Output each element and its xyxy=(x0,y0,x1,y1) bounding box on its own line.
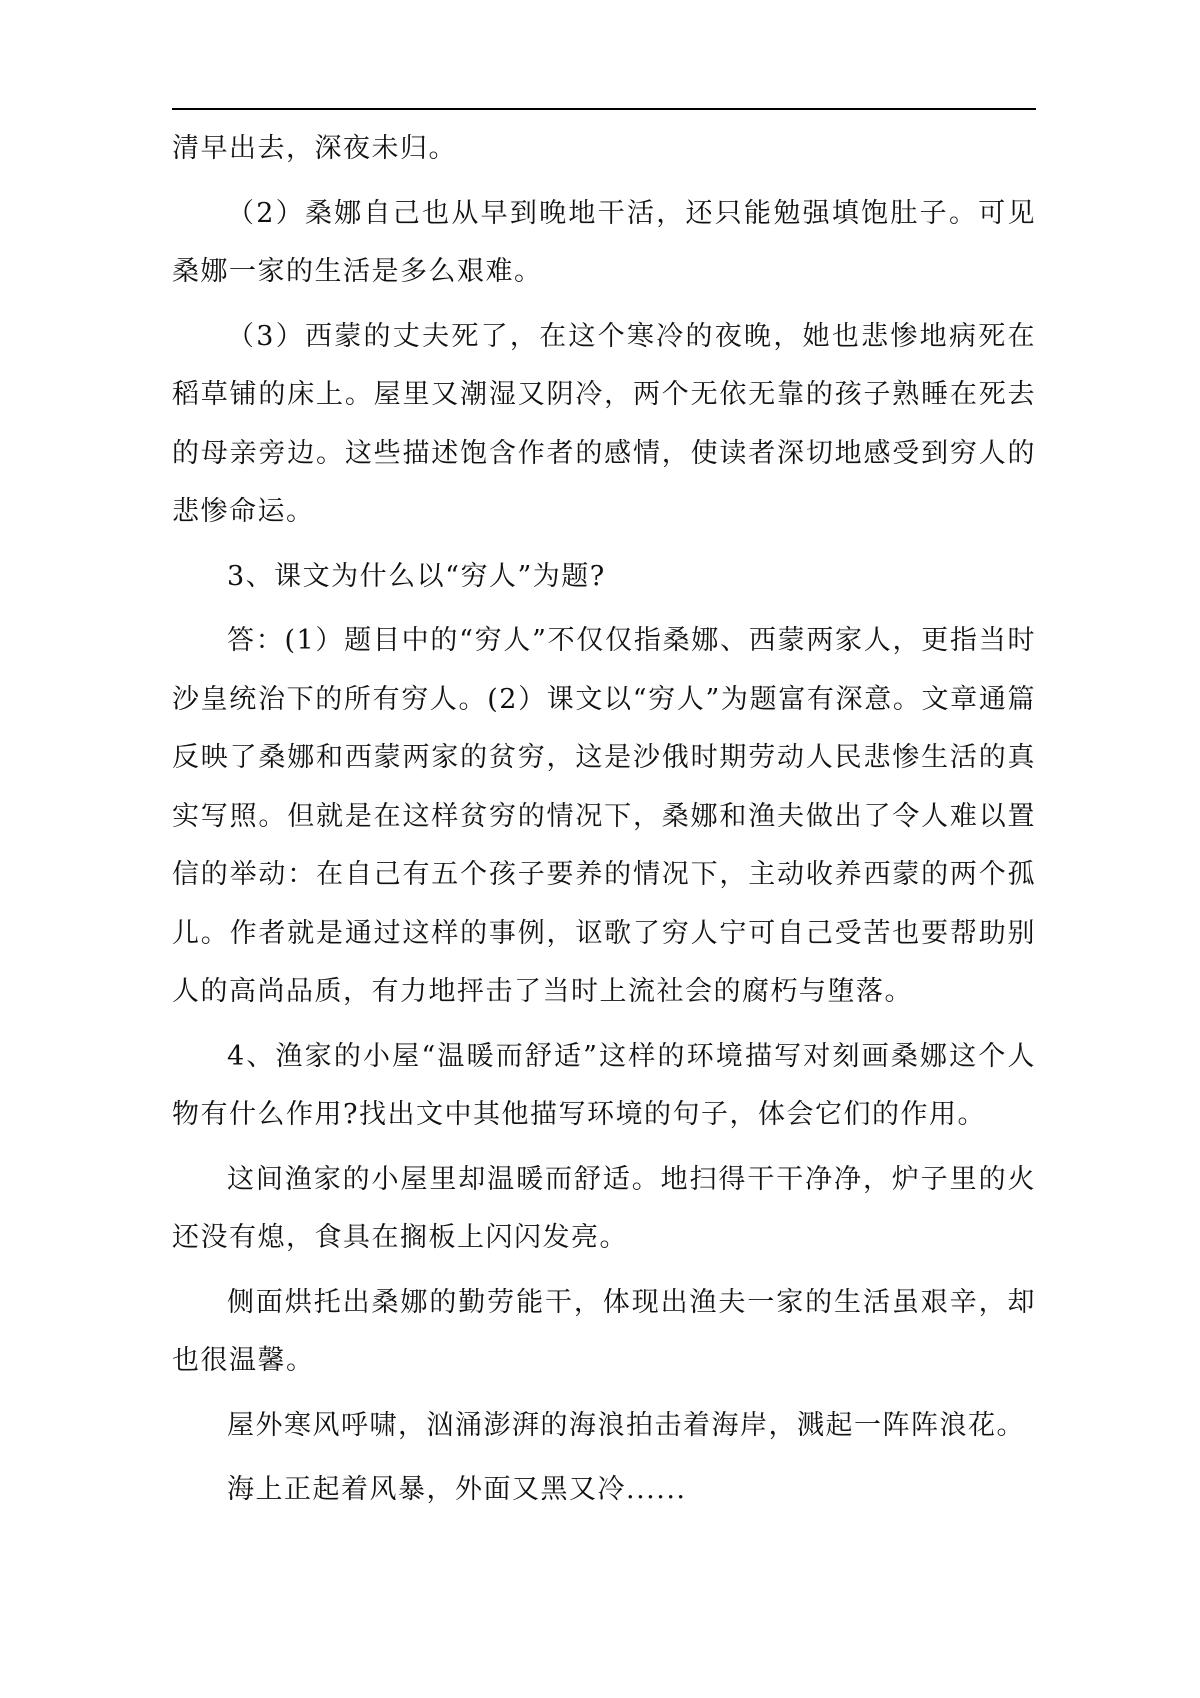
paragraph-1: （2）桑娜自己也从早到晚地干活，还只能勉强填饱肚子。可见桑娜一家的生活是多么艰难。 xyxy=(172,197,1036,287)
quote-outside: 屋外寒风呼啸，汹涌澎湃的海浪拍击着海岸，溅起一阵阵浪花。 xyxy=(227,1409,1025,1441)
quote-cabin: 这间渔家的小屋里却温暖而舒适。地扫得干干净净，炉子里的火还没有熄，食具在搁板上闪闪发亮。 xyxy=(172,1163,1036,1253)
paragraph-2: （3）西蒙的丈夫死了，在这个寒冷的夜晚，她也悲惨地病死在稻草铺的床上。屋里又潮湿又阴冷，两个无依无靠的孩子熟睡在死去的母亲旁边。这些描述饱含作者的感情，使读者深切地感受到穷人的悲惨命运。 xyxy=(172,320,1036,527)
analysis-cabin: 侧面烘托出桑娜的勤劳能干，体现出渔夫一家的生活虽艰辛，却也很温馨。 xyxy=(172,1286,1036,1376)
question-3: 3、课文为什么以“穷人”为题? xyxy=(227,560,606,592)
question-4: 4、渔家的小屋“温暖而舒适”这样的环境描写对刻画桑娜这个人物有什么作用?找出文中其他描写环境的句子，体会它们的作用。 xyxy=(172,1040,1036,1130)
document-body xyxy=(172,120,1036,1526)
quote-storm: 海上正起着风暴，外面又黑又冷...... xyxy=(227,1474,687,1505)
paragraph-0: 清早出去，深夜未归。 xyxy=(172,133,457,164)
header-rule xyxy=(172,108,1036,110)
answer-3: 答：(1）题目中的“穷人”不仅仅指桑娜、西蒙两家人，更指当时沙皇统治下的所有穷人。(2）课文以“穷人”为题富有深意。文章通篇反映了桑娜和西蒙两家的贫穷，这是沙俄时期劳动人民悲惨生活的真实写照。但就是在这样贫穷的情况下，桑娜和渔夫做出了令人难以置信的举动：在自己有五个孩子要养的情况下，主动收养西蒙的两个孤儿。作者就是通过这样的事例，讴歌了穷人宁可自己受苦也要帮助别人的高尚品质，有力地抨击了当时上流社会的腐朽与堕落。 xyxy=(172,625,1036,1007)
